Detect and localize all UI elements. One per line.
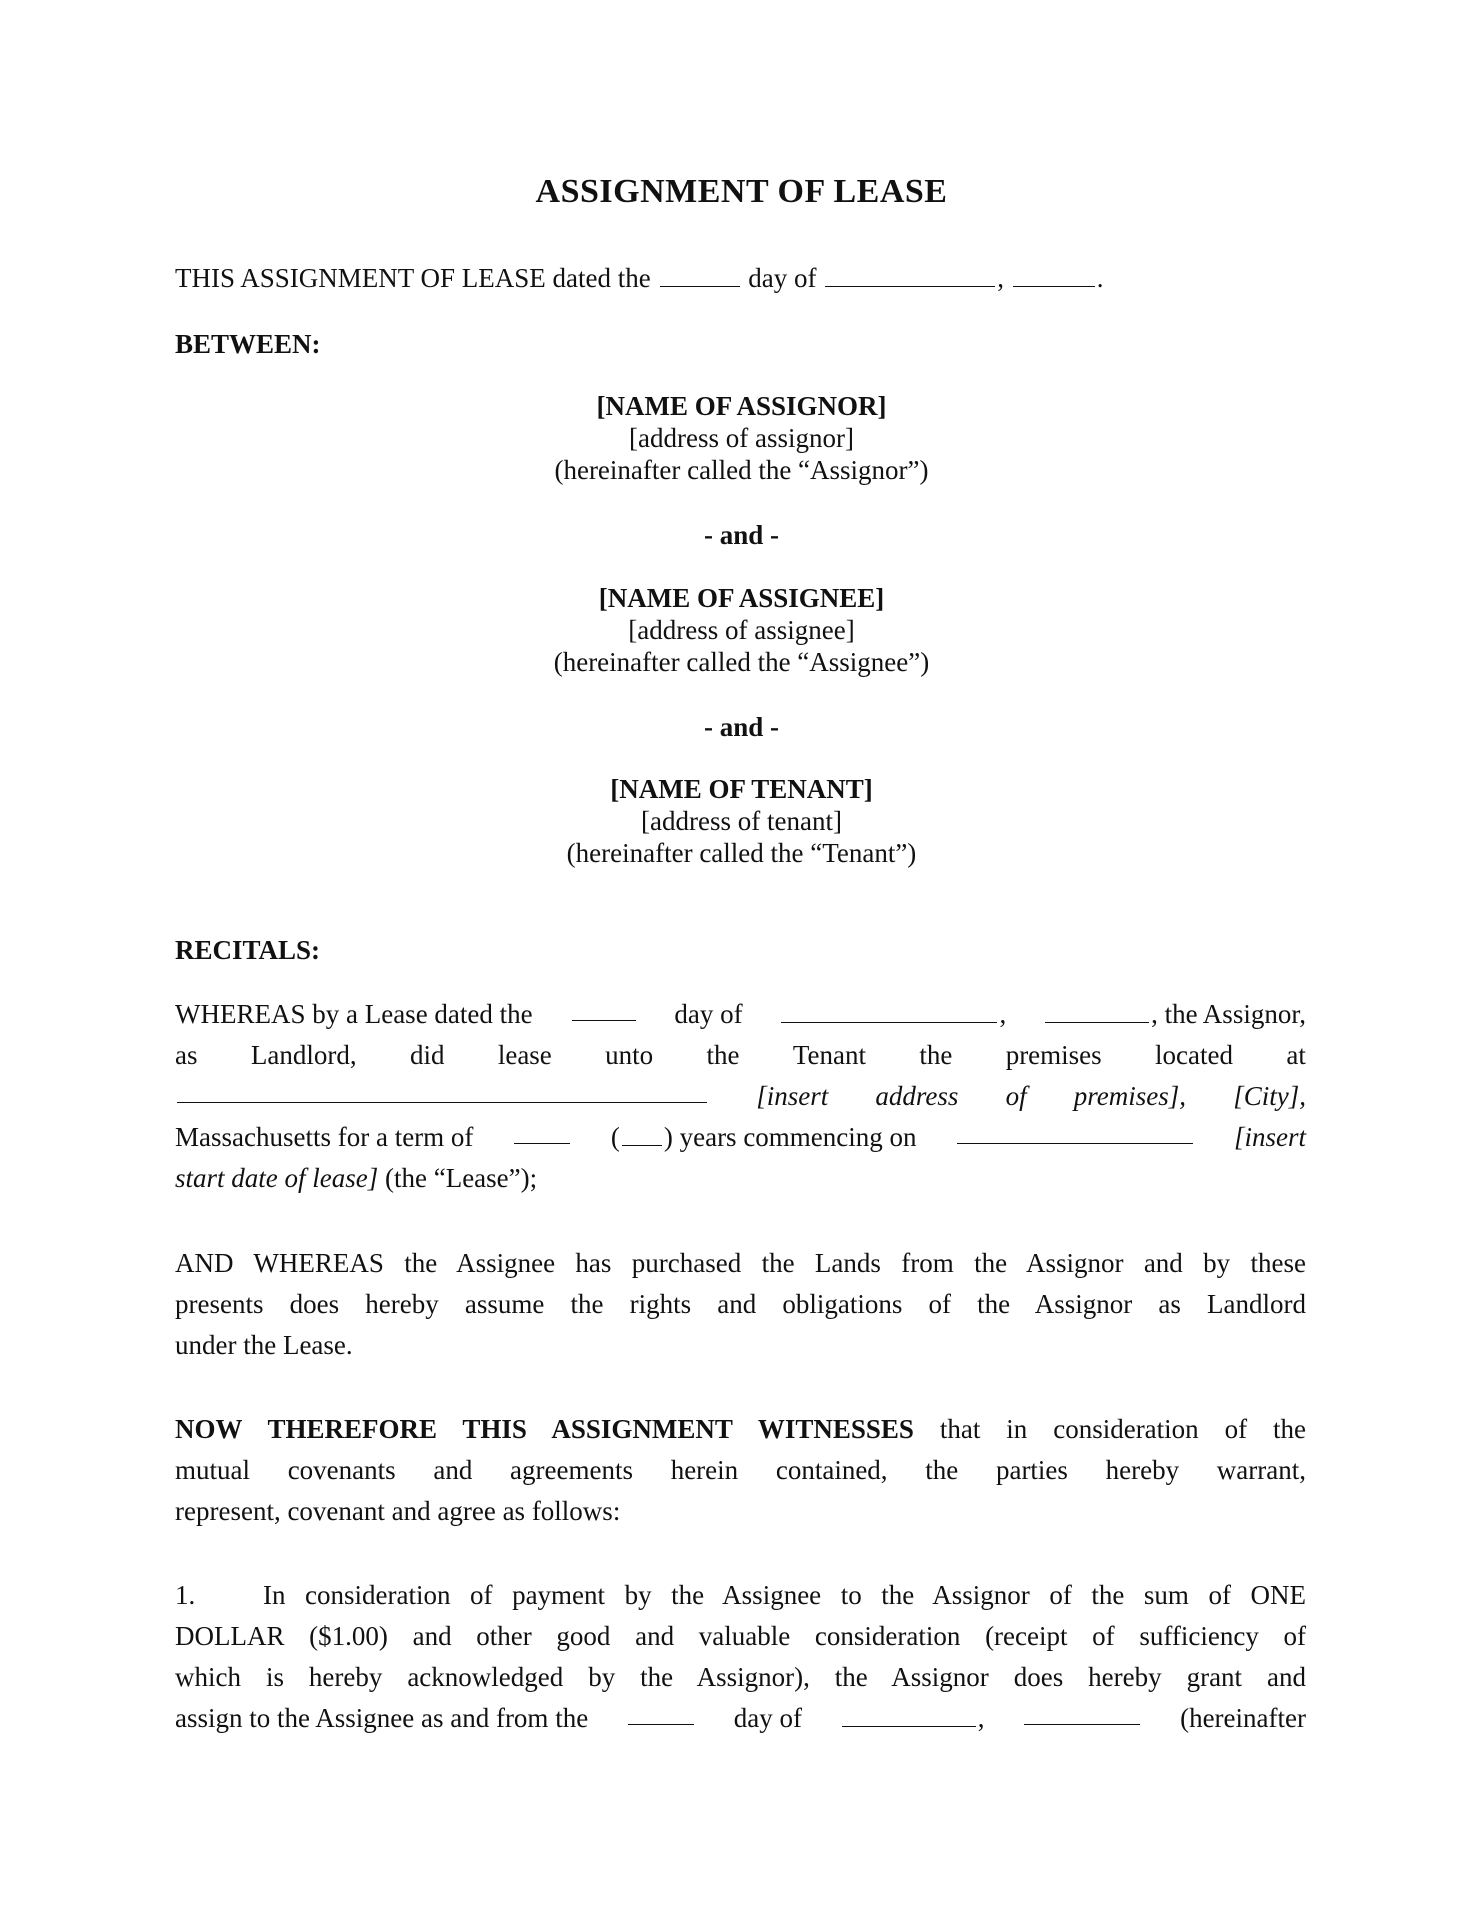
between-label: BETWEEN:: [175, 329, 321, 359]
and-whereas-line: [175, 1284, 1306, 1325]
whereas-text: [insert: [1233, 1122, 1306, 1152]
clause-1-line: [175, 1698, 1306, 1739]
whereas-word: Landlord,: [250, 1040, 357, 1070]
tenant-called: (hereinafter called the “Tenant”): [566, 838, 917, 868]
lease-day-blank[interactable]: [572, 994, 636, 1021]
clause-1-text: (hereinafter: [1180, 1703, 1306, 1733]
whereas-line-5: [175, 1158, 1306, 1199]
and-separator: - and -: [703, 712, 779, 742]
day-blank[interactable]: [660, 260, 740, 287]
whereas-word: premises],: [1073, 1081, 1187, 1111]
recitals-heading: RECITALS:: [175, 935, 321, 965]
month-blank[interactable]: [825, 260, 995, 287]
clause-1-text: which is hereby acknowledged by the Assignor), the Assignor does hereby grant and: [175, 1662, 1306, 1692]
clause-1-text: assign to the Assignee as and from the: [175, 1703, 589, 1733]
and-whereas-text: presents does hereby assume the rights and obligations of the Assignor as Landlord: [175, 1289, 1306, 1319]
whereas-word: [insert: [756, 1081, 829, 1111]
clause-number: 1.: [175, 1580, 196, 1610]
assignee-name: [NAME OF ASSIGNEE]: [598, 583, 885, 613]
dated-line: [175, 258, 1103, 299]
whereas-word: did: [409, 1040, 445, 1070]
dated-prefix: THIS ASSIGNMENT OF LEASE dated the: [175, 263, 651, 293]
clause-1-line: [175, 1575, 1306, 1616]
whereas-word: of: [1005, 1081, 1027, 1111]
year-blank[interactable]: [1013, 260, 1095, 287]
whereas-text: WHEREAS by a Lease dated the: [175, 999, 533, 1029]
assignor-name: [NAME OF ASSIGNOR]: [596, 391, 887, 421]
whereas-text: start date of lease]: [175, 1163, 379, 1193]
whereas-word: [City],: [1233, 1081, 1306, 1111]
whereas-text: day of: [674, 999, 743, 1029]
and-whereas-line: [175, 1325, 1306, 1366]
whereas-text: (: [610, 1122, 620, 1152]
whereas-word: at: [1286, 1040, 1306, 1070]
whereas-word: unto: [605, 1040, 654, 1070]
clause-1-text: day of: [733, 1703, 802, 1733]
clause-1-line: [175, 1657, 1306, 1698]
and-whereas-text: AND WHEREAS the Assignee has purchased the Lands from the Assignor and by these: [175, 1248, 1306, 1278]
now-therefore-text: that in consideration of the: [913, 1414, 1306, 1444]
assignee-address: [address of assignee]: [628, 615, 855, 645]
whereas-text: ) years commencing on: [663, 1122, 917, 1152]
whereas-line-1: [175, 994, 1306, 1035]
and-whereas-text: under the Lease.: [175, 1330, 353, 1360]
whereas-word: as: [175, 1040, 198, 1070]
assignor-called: (hereinafter called the “Assignor”): [554, 455, 929, 485]
assignor-address: [address of assignor]: [629, 423, 854, 453]
lease-year-blank[interactable]: [1045, 996, 1149, 1023]
whereas-word: the: [919, 1040, 953, 1070]
now-therefore-text: represent, covenant and agree as follows:: [175, 1496, 621, 1526]
tenant-name: [NAME OF TENANT]: [610, 774, 873, 804]
dated-period: .: [1096, 263, 1104, 293]
now-therefore-paragraph: [175, 1409, 1306, 1532]
and-separator: - and -: [703, 520, 779, 550]
whereas-paragraph: [175, 994, 1306, 1199]
dated-day-of: day of: [748, 263, 817, 293]
whereas-word: the: [706, 1040, 740, 1070]
tenant-address: [address of tenant]: [641, 806, 842, 836]
whereas-line-4: [175, 1117, 1306, 1158]
and-whereas-line: [175, 1243, 1306, 1284]
term-number-blank[interactable]: [622, 1119, 662, 1146]
lease-month-blank[interactable]: [781, 996, 997, 1023]
whereas-line-3: [175, 1076, 1306, 1117]
assignee-called: (hereinafter called the “Assignee”): [553, 647, 930, 677]
whereas-text: (the “Lease”);: [378, 1163, 538, 1193]
term-words-blank[interactable]: [514, 1117, 570, 1144]
whereas-text: , the Assignor,: [1151, 999, 1306, 1029]
whereas-word: located: [1155, 1040, 1233, 1070]
clause-1-text: DOLLAR ($1.00) and other good and valuable consideration (receipt of sufficiency of: [175, 1621, 1306, 1651]
now-therefore-line: [175, 1491, 1306, 1532]
now-therefore-bold: NOW THEREFORE THIS ASSIGNMENT WITNESSES: [175, 1414, 914, 1444]
clause-1-text: In consideration of payment by the Assignee to the Assignor of the sum of ONE: [263, 1580, 1306, 1610]
whereas-word: address: [875, 1081, 959, 1111]
now-therefore-line: [175, 1409, 1306, 1450]
now-therefore-text: mutual covenants and agreements herein contained, the parties hereby warrant,: [175, 1455, 1306, 1485]
and-whereas-paragraph: [175, 1243, 1306, 1366]
clause-1-line: [175, 1616, 1306, 1657]
whereas-text: ,: [999, 999, 1007, 1029]
clause-1-text: ,: [977, 1703, 985, 1733]
premises-address-blank[interactable]: [177, 1076, 707, 1103]
clause-1-paragraph: [175, 1575, 1306, 1739]
whereas-word: premises: [1005, 1040, 1102, 1070]
tenant-block: [0, 773, 1483, 869]
assignee-block: [0, 582, 1483, 678]
whereas-word: Tenant: [792, 1040, 866, 1070]
document-title: ASSIGNMENT OF LEASE: [535, 173, 948, 210]
dated-comma: ,: [997, 263, 1004, 293]
assignor-block: [0, 390, 1483, 486]
whereas-word: lease: [497, 1040, 552, 1070]
now-therefore-line: [175, 1450, 1306, 1491]
assignment-day-blank[interactable]: [628, 1698, 694, 1725]
assignment-year-blank[interactable]: [1024, 1698, 1140, 1725]
whereas-line-2: [175, 1035, 1306, 1076]
whereas-text: Massachusetts for a term of: [175, 1122, 474, 1152]
commencement-blank[interactable]: [957, 1117, 1193, 1144]
assignment-month-blank[interactable]: [842, 1700, 976, 1727]
